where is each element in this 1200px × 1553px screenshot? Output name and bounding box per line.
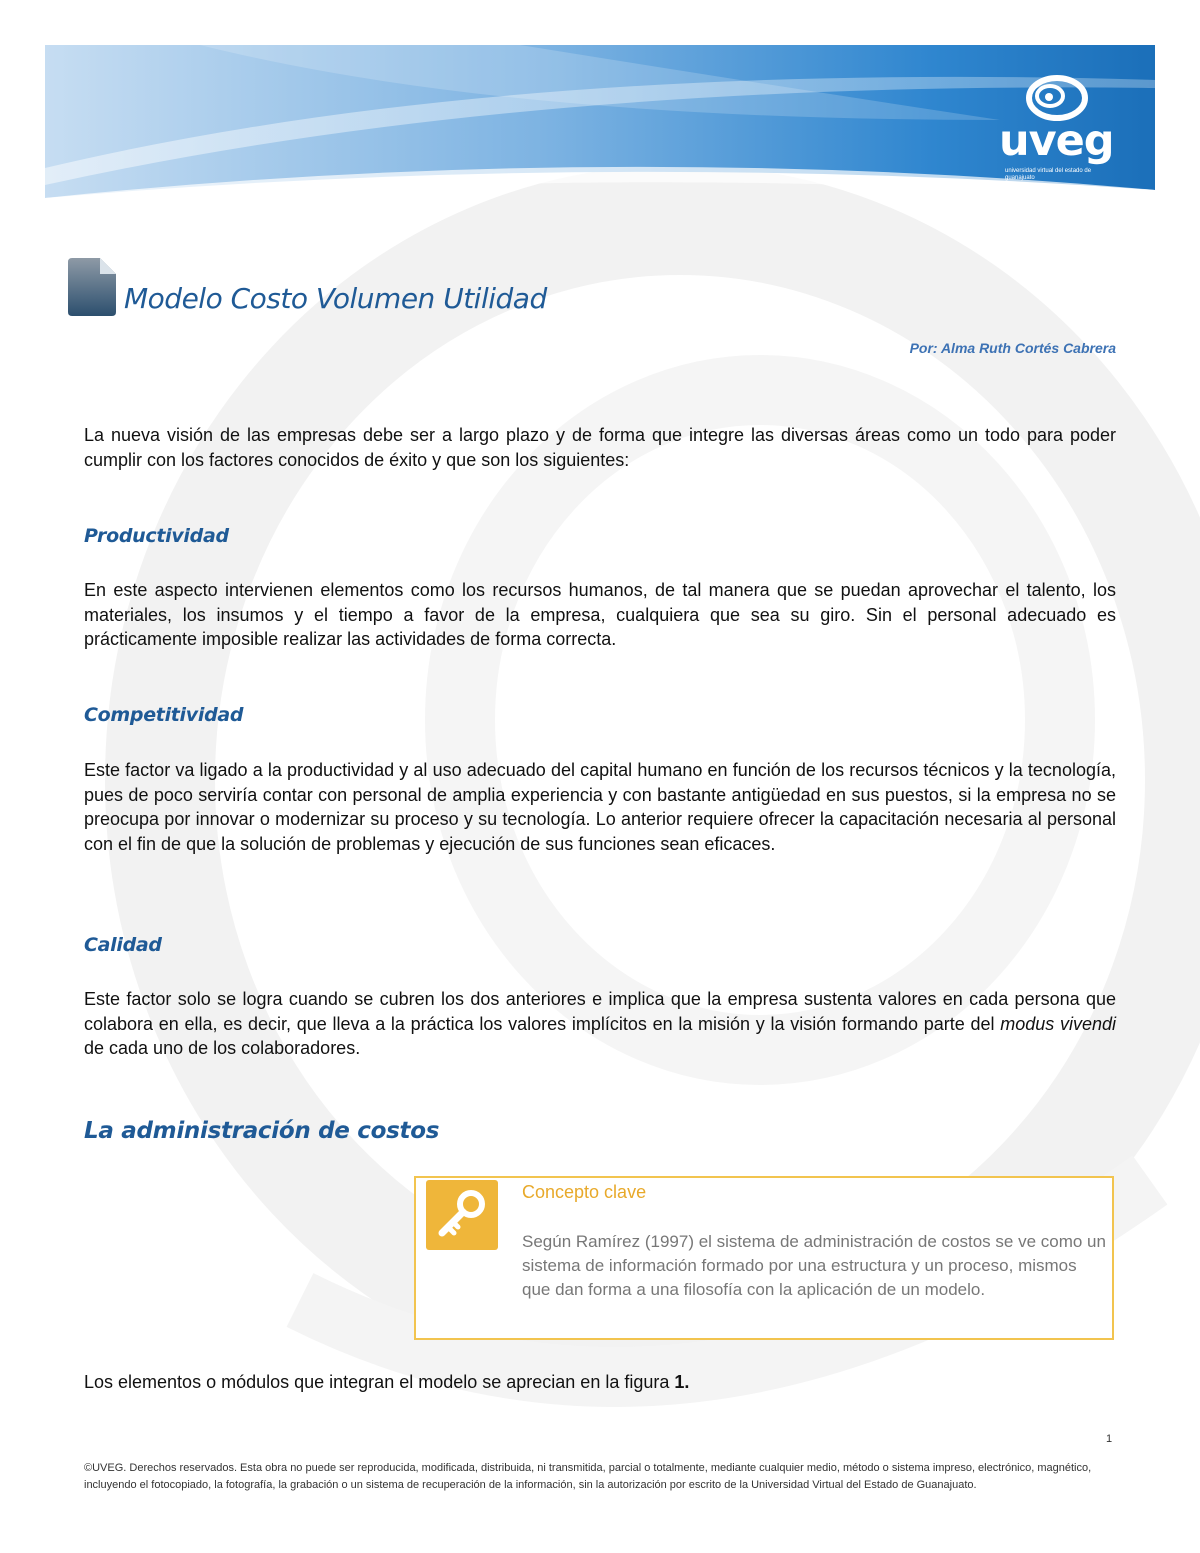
concept-text: Según Ramírez (1997) el sistema de administración de costos se ve como un sistema de información formado por una estructura y un proceso, mismos que dan forma a una filosofía con la aplicación de un modelo. (522, 1232, 1106, 1299)
logo-wordmark: uveg (999, 116, 1114, 166)
key-icon (426, 1180, 498, 1250)
calidad-text-italic: modus vivendi (1000, 1013, 1116, 1034)
calidad-text-end: de cada uno de los colaboradores. (84, 1038, 361, 1058)
logo-subtitle: universidad virtual del estado de guanajuato (1005, 168, 1092, 181)
author-line: Por: Alma Ruth Cortés Cabrera (909, 340, 1116, 356)
figure-reference (84, 1370, 1116, 1395)
intro-paragraph: La nueva visión de las empresas debe ser a largo plazo y de forma que integre las diversas áreas como un todo para poder cumplir con los factores conocidos de éxito y que son los siguientes: (84, 425, 1116, 470)
heading-productividad: Productividad (84, 525, 229, 547)
figure-number: 1. (674, 1372, 690, 1392)
calidad-text-start: Este factor solo se logra cuando se cubren los dos anteriores e implica que la empresa sustenta valores en cada persona que colabora en ella, es decir, que lleva a la práctica los valores implícitos en la misión y la visión formando parte del (84, 989, 1116, 1034)
figure-reference-text: Los elementos o módulos que integran el modelo se aprecian en la figura (84, 1372, 675, 1392)
document-title: Modelo Costo Volumen Utilidad (124, 282, 547, 315)
key-icon-tile (426, 1180, 498, 1250)
concept-box (414, 1176, 1114, 1340)
heading-calidad: Calidad (84, 934, 162, 956)
heading-competitividad: Competitividad (84, 704, 244, 726)
section-title-administracion: La administración de costos (84, 1118, 440, 1144)
page-number: 1 (1106, 1433, 1113, 1445)
calidad-paragraph (84, 987, 1116, 1061)
competitividad-paragraph: Este factor va ligado a la productividad y al uso adecuado del capital humano en función de los recursos técnicos y la tecnología, pues de poco serviría contar con personal de amplia experiencia y con bastante antigüedad en sus puestos, si la empresa no se preocupa por innovar o modernizar su proceso y su tecnología. Lo anterior requiere ofrecer la capacitación necesaria al personal con el fin de que la solución de problemas y ejecución de sus funciones sean eficaces. (84, 760, 1116, 854)
copyright-notice: ©UVEG. Derechos reservados. Esta obra no puede ser reproducida, modificada, distribuida, ni transmitida, parcial o totalmente, mediante cualquier medio, método o sistema impreso, electrónico, magnético, incluyendo el fotocopiado, la fotografía, la grabación o un sistema de recuperación de la información, sin la autorización por escrito de la Universidad Virtual del Estado de Guanajuato. (84, 1462, 1092, 1491)
productividad-paragraph: En este aspecto intervienen elementos como los recursos humanos, de tal manera que se puedan aprovechar el talento, los materiales, los insumos y el tiempo a favor de la empresa, cualquiera que sea su giro. Sin el personal adecuado es prácticamente imposible realizar las actividades de forma correcta. (84, 580, 1116, 649)
concept-title: Concepto clave (522, 1182, 647, 1202)
